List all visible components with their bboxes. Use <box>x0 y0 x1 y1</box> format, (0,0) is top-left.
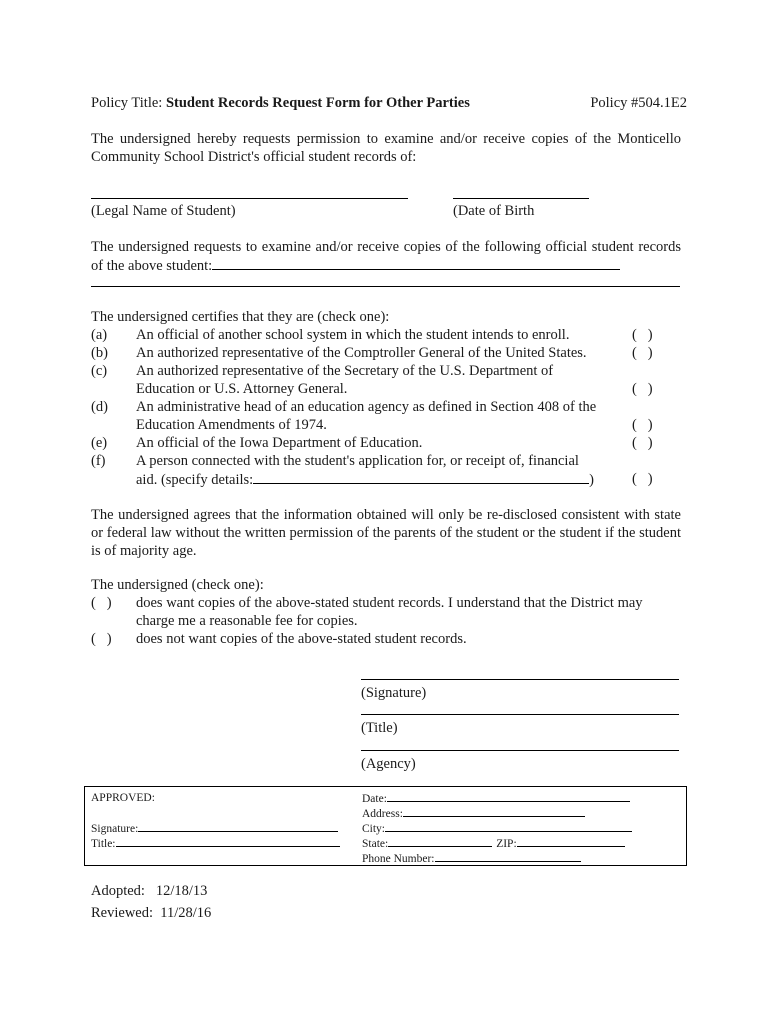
option-letter: (e) <box>91 435 108 451</box>
approval-left <box>91 791 351 851</box>
state-zip-row <box>362 836 682 851</box>
address-row <box>362 806 682 821</box>
adopted-row <box>91 880 211 902</box>
agency-label: (Agency) <box>361 756 416 772</box>
option-text: An official of another school system in which the student intends to enroll. <box>136 327 570 343</box>
phone-label: Phone Number: <box>362 853 435 865</box>
approved-label: APPROVED: <box>91 792 155 804</box>
title-label: (Title) <box>361 720 398 736</box>
student-name-field[interactable] <box>91 198 408 199</box>
date-of-birth-label: (Date of Birth <box>453 203 535 219</box>
policy-title: Student Records Request Form for Other Parties <box>165 95 470 111</box>
option-letter: (b) <box>91 345 108 361</box>
phone-row <box>362 851 682 866</box>
not-want-copies-checkbox[interactable]: ( ) <box>91 631 112 647</box>
option-c-checkbox[interactable]: ( ) <box>632 381 653 397</box>
date-row <box>362 791 682 806</box>
policy-header <box>91 94 687 112</box>
title-block <box>361 714 679 737</box>
zip-field[interactable] <box>517 836 625 847</box>
approval-box <box>84 786 687 866</box>
option-text: An authorized representative of the Comptroller General of the United States. <box>136 345 587 361</box>
zip-label: ZIP: <box>496 838 517 850</box>
footer-dates <box>91 880 211 924</box>
address-label: Address: <box>362 808 403 820</box>
policy-title-label: Policy Title: <box>91 95 166 111</box>
specify-details-field[interactable] <box>253 470 589 484</box>
approval-signature-label: Signature: <box>91 823 139 835</box>
option-f-checkbox[interactable]: ( ) <box>632 471 653 487</box>
option-letter: (d) <box>91 399 108 415</box>
specify-details-close: ) <box>589 472 595 488</box>
title-field[interactable] <box>361 714 679 715</box>
not-want-copies-text: does not want copies of the above-stated student records. <box>136 631 467 647</box>
records-request-field-line-2[interactable] <box>91 286 680 287</box>
want-copies-text: does want copies of the above-stated student records. I understand that the District may charge me a reasonable fee for copies. <box>136 595 643 629</box>
spacer <box>91 806 351 821</box>
city-label: City: <box>362 823 386 835</box>
approval-signature-row <box>91 821 351 836</box>
approval-right <box>362 791 682 866</box>
option-b-checkbox[interactable]: ( ) <box>632 345 653 361</box>
city-row <box>362 821 682 836</box>
policy-number: Policy #504.1E2 <box>590 95 687 111</box>
adopted-label: Adopted: <box>91 883 145 899</box>
option-letter: (f) <box>91 453 106 469</box>
agreement-paragraph: The undersigned agrees that the information obtained will only be re-disclosed consistent with state or federal law without the written permission of the parents of the student or the student if the student is of majority age. <box>91 507 681 559</box>
records-request-paragraph <box>91 238 681 275</box>
records-request-text: The undersigned requests to examine and/or receive copies of the following official student records of the above student: <box>91 239 681 274</box>
reviewed-label: Reviewed: <box>91 905 154 921</box>
signature-block <box>361 679 679 702</box>
approval-title-field[interactable] <box>116 836 340 847</box>
option-text: An authorized representative of the Secretary of the U.S. Department of Education or U.S. Attorney General. <box>136 363 554 397</box>
phone-field[interactable] <box>435 851 581 862</box>
city-field[interactable] <box>385 821 632 832</box>
date-field[interactable] <box>387 791 630 802</box>
approval-title-label: Title: <box>91 838 116 850</box>
specify-details-label: aid. (specify details: <box>136 472 254 488</box>
signature-field[interactable] <box>361 679 679 680</box>
option-letter: (c) <box>91 363 108 379</box>
option-text: An administrative head of an education agency as defined in Section 408 of the Education Amendments of 1974. <box>136 399 597 433</box>
agency-field[interactable] <box>361 750 679 751</box>
student-name-label: (Legal Name of Student) <box>91 203 236 219</box>
want-copies-checkbox[interactable]: ( ) <box>91 595 112 611</box>
reviewed-row <box>91 902 211 924</box>
option-text: An official of the Iowa Department of Education. <box>136 435 423 451</box>
intro-paragraph: The undersigned hereby requests permission to examine and/or receive copies of the Monticello Community School District's official student records of: <box>91 131 681 165</box>
certify-heading: The undersigned certifies that they are (check one): <box>91 309 390 325</box>
approval-title-row <box>91 836 351 851</box>
option-a-checkbox[interactable]: ( ) <box>632 327 653 343</box>
option-letter: (a) <box>91 327 108 343</box>
signature-label: (Signature) <box>361 685 427 701</box>
date-of-birth-field[interactable] <box>453 198 589 199</box>
copies-heading: The undersigned (check one): <box>91 577 264 593</box>
agency-block <box>361 750 679 773</box>
option-text-line-1: A person connected with the student's application for, or receipt of, financial <box>136 453 579 469</box>
state-label: State: <box>362 838 389 850</box>
option-text-line-2 <box>136 470 616 489</box>
state-field[interactable] <box>388 836 492 847</box>
option-d-checkbox[interactable]: ( ) <box>632 417 653 433</box>
adopted-date: 12/18/13 <box>155 883 208 899</box>
records-request-field[interactable] <box>212 256 620 270</box>
reviewed-date: 11/28/16 <box>160 905 212 921</box>
approval-signature-field[interactable] <box>138 821 338 832</box>
option-e-checkbox[interactable]: ( ) <box>632 435 653 451</box>
address-field[interactable] <box>403 806 585 817</box>
date-label: Date: <box>362 793 387 805</box>
